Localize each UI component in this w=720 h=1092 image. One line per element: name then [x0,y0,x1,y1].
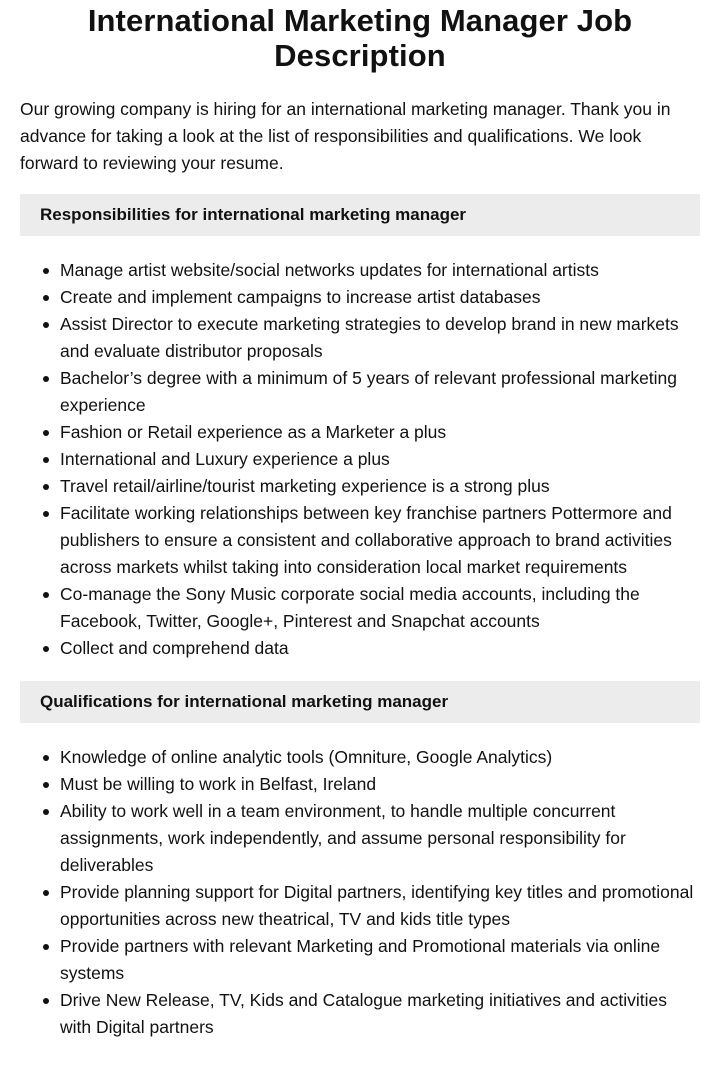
list-item-text: Create and implement campaigns to increase artist databases [60,287,541,307]
bullet-icon [43,511,49,517]
responsibilities-list [20,257,700,662]
list-item [20,257,700,284]
page-title: International Marketing Manager Job Description [87,3,633,73]
list-item [20,798,700,879]
bullet-icon [43,430,49,436]
list-item [20,446,700,473]
bullet-icon [43,944,49,950]
intro-paragraph: Our growing company is hiring for an international marketing manager. Thank you in advance for taking a look at the list of responsibilities and qualifications. We look forward to reviewing your resume. [20,99,671,173]
list-item-text: Co-manage the Sony Music corporate social media accounts, including the Facebook, Twitter, Google+, Pinterest and Snapchat accounts [60,584,640,631]
bullet-icon [43,376,49,382]
list-item [20,581,700,635]
bullet-icon [43,295,49,301]
list-item-text: Facilitate working relationships between key franchise partners Pottermore and publishers to ensure a consistent and collaborative approach to brand activities across markets whilst taking into consideration local market requirements [60,503,672,577]
list-item-text: Provide partners with relevant Marketing and Promotional materials via online systems [60,936,661,983]
list-item-text: Must be willing to work in Belfast, Ireland [60,774,377,794]
list-item [20,473,700,500]
list-item [20,933,700,987]
list-item-text: International and Luxury experience a plus [60,449,390,469]
list-item [20,987,700,1041]
bullet-icon [43,592,49,598]
list-item-text: Fashion or Retail experience as a Marketer a plus [60,422,447,442]
qualifications-heading: Qualifications for international marketing manager [20,681,700,723]
list-item-text: Drive New Release, TV, Kids and Catalogue marketing initiatives and activities with Digital partners [60,990,667,1037]
list-item-text: Assist Director to execute marketing strategies to develop brand in new markets and evaluate distributor proposals [60,314,679,361]
bullet-icon [43,890,49,896]
list-item-text: Bachelor’s degree with a minimum of 5 years of relevant professional marketing experience [60,368,678,415]
list-item-text: Knowledge of online analytic tools (Omniture, Google Analytics) [60,747,553,767]
list-item [20,771,700,798]
bullet-icon [43,322,49,328]
bullet-icon [43,809,49,815]
responsibilities-heading: Responsibilities for international marketing manager [20,194,700,236]
bullet-icon [43,457,49,463]
list-item-text: Collect and comprehend data [60,638,289,658]
bullet-icon [43,268,49,274]
list-item [20,311,700,365]
bullet-icon [43,782,49,788]
list-item [20,365,700,419]
qualifications-list [20,744,700,1041]
bullet-icon [43,646,49,652]
bullet-icon [43,998,49,1004]
list-item [20,419,700,446]
list-item [20,284,700,311]
list-item [20,744,700,771]
list-item [20,879,700,933]
bullet-icon [43,755,49,761]
list-item-text: Manage artist website/social networks updates for international artists [60,260,599,280]
list-item [20,635,700,662]
list-item [20,500,700,581]
list-item-text: Travel retail/airline/tourist marketing experience is a strong plus [60,476,550,496]
list-item-text: Provide planning support for Digital partners, identifying key titles and promotional opportunities across new theatrical, TV and kids title types [60,882,694,929]
bullet-icon [43,484,49,490]
list-item-text: Ability to work well in a team environment, to handle multiple concurrent assignments, work independently, and assume personal responsibility for deliverables [60,801,626,875]
